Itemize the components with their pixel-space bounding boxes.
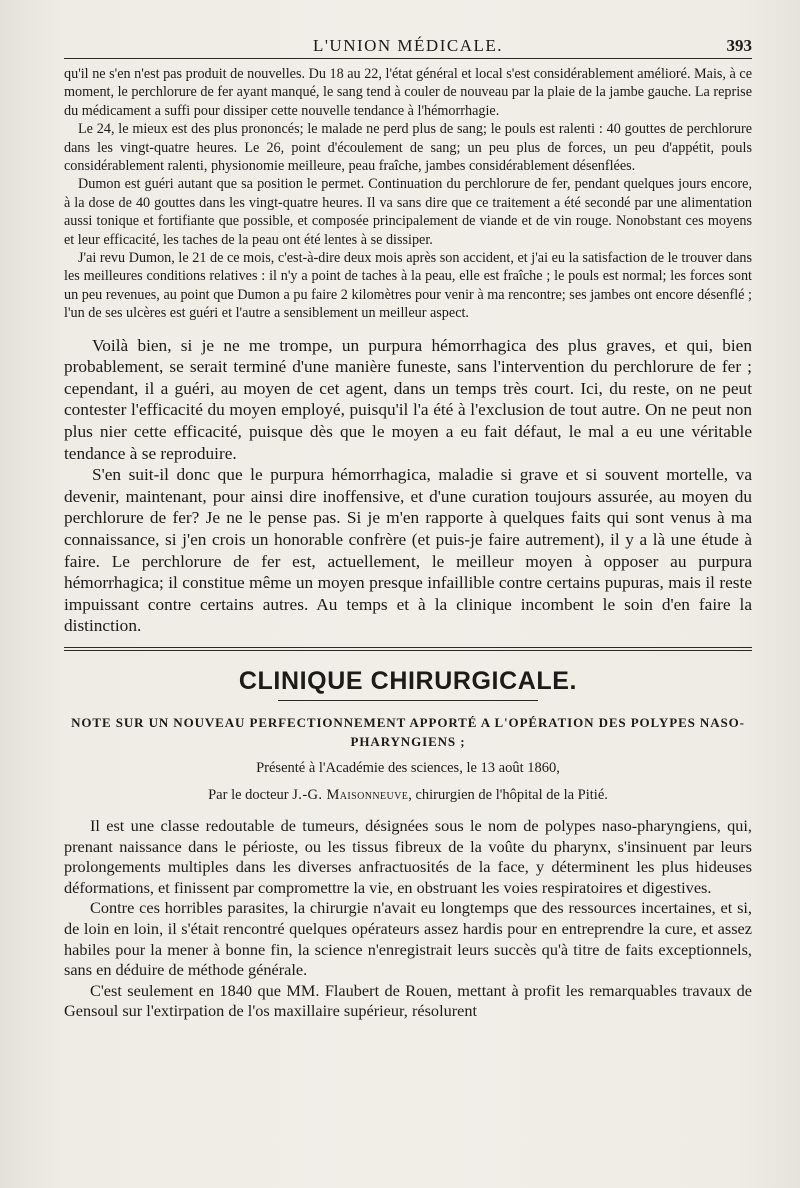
case-paragraph: Le 24, le mieux est des plus prononcés; le malade ne perd plus de sang; le pouls est ralenti : 40 gouttes de perchlorure dans les vingt-quatre heures. Le 26, point d'écoulement de sang; un peu plus de forces, un peu d'appétit, pouls considérablement ralenti, physionomie meilleure, peau fraîche, jambes considérablement désenflées.: [64, 121, 752, 175]
article-paragraph: Contre ces horribles parasites, la chirurgie n'avait eu longtemps que des ressources incertaines, et si, de loin en loin, il s'était rencontré quelques opérateurs assez hardis pour en entreprendre la cure, et assez habiles pour la mener à bonne fin, la science n'enregistrait leurs succès qu'à titre de faits exceptionnels, sans en déduire de méthode générale.: [64, 898, 752, 980]
author-name: J.-G. Maisonneuve: [292, 787, 409, 803]
article-title: NOTE SUR UN NOUVEAU PERFECTIONNEMENT APPORTÉ A L'OPÉRATION DES POLYPES NASO-PHARYNGIENS ;: [71, 715, 745, 749]
article-paragraph: Il est une classe redoutable de tumeurs, désignées sous le nom de polypes naso-pharyngiens, qui, prenant naissance dans le périoste, ou les tissus fibreux de la voûte du pharynx, s'insinuent par leurs prolongements multiples dans les diverses anfractuosités de la face, y déterminent les plus hideuses déformations, et finissent par compromettre la vie, en obstruant les voies respiratoires et digestives.: [64, 816, 752, 897]
section-divider: [64, 647, 752, 651]
case-paragraph: J'ai revu Dumon, le 21 de ce mois, c'est-à-dire deux mois après son accident, et j'ai eu la satisfaction de le trouver dans les meilleures conditions relatives : il n'y a point de taches à la peau, elle est fraîche ; le pouls est normal; les forces sont un peu revenues, au point que Dumon a pu faire 2 kilomètres pour venir à ma rencontre; ses jambes ont encore désenflé ; l'un de ses ulcères est guéri et l'autre a sensiblement un meilleur aspect.: [64, 250, 752, 322]
page-number: 393: [726, 36, 752, 55]
discussion: [64, 335, 752, 637]
running-title: L'UNION MÉDICALE.: [312, 36, 504, 55]
title-rule: [278, 700, 538, 701]
discussion-paragraph: S'en suit-il donc que le purpura hémorrhagica, maladie si grave et si souvent mortelle, va devenir, maintenant, pour ainsi dire inoffensive, et d'une curation toujours assurée, au moyen du perchlorure de fer? Je ne le pense pas. Si je m'en rapporte à quelques faits qui sont venus à ma connaissance, si j'en crois un honorable confrère (et puis-je faire autrement), il y a là une étude à faire. Le perchlorure de fer est, actuellement, le meilleur moyen à opposer au purpura hémorrhagica; il constitue même un moyen presque infaillible contre certains pupuras, mais il reste impuissant contre certains autres. Au temps et à la clinique incombent le soin d'en faire la distinction.: [64, 465, 752, 636]
page-header: [64, 36, 752, 59]
case-paragraph: Dumon est guéri autant que sa position le permet. Continuation du perchlorure de fer, pendant quelques jours encore, à la dose de 40 gouttes dans les vingt-quatre heures. Il va sans dire que ce traitement a été secondé par une alimentation aussi tonique et fortifiante que possible, et composée principalement de viande et de vin rouge. Nonobstant ces moyens et leur efficacité, les taches de la peau ont été lentes à se dissiper.: [64, 176, 752, 248]
author-line: [64, 786, 752, 804]
discussion-paragraph: Voilà bien, si je ne me trompe, un purpura hémorrhagica des plus graves, et qui, bien probablement, se serait terminé d'une manière funeste, sans l'intervention du perchlorure de fer ; cependant, il a guéri, au moyen de cet agent, dans un temps très court. Ici, du reste, on ne peut contester l'efficacité du moyen employé, puisqu'il l'a été à l'exclusion de tout autre. On ne peut non plus nier cette efficacité, puisque dès que le moyen a eu fait défaut, le mal a eu une véritable tendance à se reproduire.: [64, 335, 752, 463]
presentation-note: Présenté à l'Académie des sciences, le 13 août 1860,: [256, 760, 560, 776]
author-prefix: Par le docteur: [208, 787, 289, 803]
section-title: CLINIQUE CHIRURGICALE.: [238, 667, 578, 695]
case-report: [64, 65, 752, 323]
article-paragraph: C'est seulement en 1840 que MM. Flaubert de Rouen, mettant à profit les remarquables travaux de Gensoul sur l'extirpation de l'os maxillaire supérieur, résolurent: [64, 980, 752, 1021]
article-body: [64, 816, 752, 1022]
case-paragraph: qu'il ne s'en n'est pas produit de nouvelles. Du 18 au 22, l'état général et local s'est considérablement amélioré. Mais, à ce moment, le perchlorure de fer ayant manqué, le sang tend à couler de nouveau par la plaie de la jambe gauche. La reprise du médicament a suffi pour dissiper cette nouvelle tendance à l'hémorrhagie.: [64, 66, 752, 119]
author-affiliation: , chirurgien de l'hôpital de la Pitié.: [408, 787, 608, 803]
